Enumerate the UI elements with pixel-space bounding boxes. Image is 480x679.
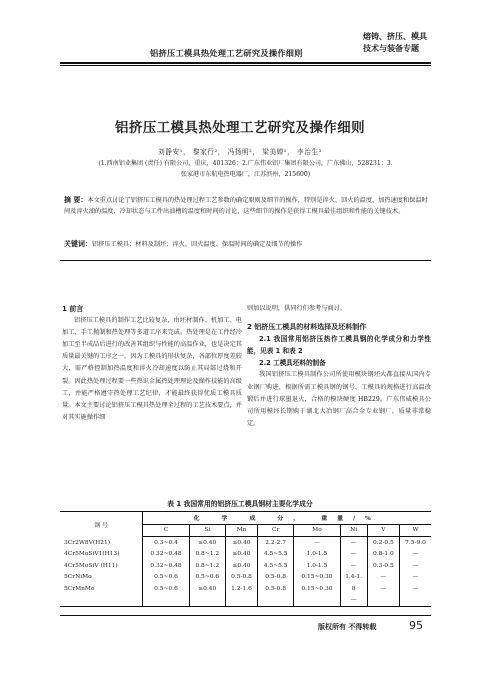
composition-cell: — [412,585,419,592]
table-row [60,537,431,549]
composition-cell [143,595,189,607]
composition-cell: 0.5~0.6 [143,583,189,595]
table-row [60,595,431,607]
composition-cell: ≤0.40 [189,583,225,595]
composition-cell: 1.0-1.5 [294,549,340,561]
composition-cell [399,595,431,607]
section-1-continuation: 则加以说明，供同行们参考与商讨。 [247,305,346,312]
section-2-2-heading: 2.2 工模具坯料的制备 [259,359,326,368]
composition-cell: — [340,595,367,607]
composition-cell: 0.8~1.2 [189,560,225,572]
article-title: 铝挤压工模具热处理工艺研究及操作细则 [114,121,366,136]
composition-cell: 0.5-0.8 [258,583,294,595]
page-number: 95 [409,619,423,632]
composition-cell: — [340,549,367,561]
composition-cell: 0.15~0.30 [294,572,340,584]
composition-cell: 0.5~0.6 [143,572,189,584]
composition-cell [367,595,399,607]
composition-cell: 0.3-0.5 [367,560,399,572]
abstract-label: 摘 要： [64,196,88,204]
composition-cell: 0.8~1.2 [189,549,225,561]
composition-cell [225,595,257,607]
composition-cell: 8 [340,583,367,595]
abstract [64,195,428,217]
section-2-2-paragraph: 我国铝挤压工模具制作公司所使用模块钢坯大都直接从国内专业钢厂购进，根据所需工模具钢的钢号、工模具的规格进行高温改锻后并进行球墨退火，合格的模块硬度 HB229。广东伟威模具公司所用模坯长期购于湖北大冶钢厂高合金专业钢厂，质量非常稳定。 [247,371,431,427]
composition-cell: 1.2-1.6 [225,583,257,595]
running-title: 铝挤压工模具热处理工艺研究及操作细则 [150,48,303,58]
table-row [60,549,431,561]
composition-cell: 0.32~0.48 [143,560,189,572]
section-label-line1: 熔铸、挤压、模具 [363,31,427,41]
footer-rule [60,615,431,616]
affiliation-line1: (1.西南铝业集团 (责任) 有限公司，重庆，401326；2.广东伟业铝厂集团有限公司，广东佛山，528231；3. [98,160,393,167]
composition-cell: 0.5-0.8 [225,572,257,584]
composition-cell: — [412,551,419,558]
element-header: Cr [258,524,294,537]
abstract-divider [60,260,431,261]
grade-cell: 4Cr5MoSiV1(H13) [60,549,143,561]
composition-cell: 0.15~0.30 [294,583,340,595]
composition-cell: 0.32~0.48 [143,549,189,561]
abstract-text: 本文重点讨论了铝挤压工模具的热处理过程工艺参数的确定原则及细节的操作，特别是淬火、回火的温度、加热速度和保温时间及淬火油的温度，冷却状态与工件出油槽的温度和时间的讨论，这些细节的操作是获得工模具最佳组织和性能的关键技术。 [64,197,428,215]
section-2-heading: 2 铝挤压工模具的材料选择及坯料制作 [247,323,367,332]
affiliation-line2: 张家港市东航电热电器厂，江苏滨州，215600) [180,171,311,178]
section-label [363,30,427,54]
composition-cell [60,595,143,607]
composition-cell: ≤0.40 [189,537,225,549]
composition-cell: 0.5~0.6 [189,572,225,584]
composition-cell: 1.4-1. [340,572,367,584]
table-row [60,560,431,572]
element-header: V [367,524,399,537]
element-header: Mo [294,524,340,537]
composition-cell: 2.2-2.7 [258,537,294,549]
grade-cell: 5CrNiMo [60,572,143,584]
composition-cell: ≤0.40 [225,537,257,549]
composition-cell: 4.5~5.5 [258,549,294,561]
section-1-paragraph: 铝挤压工模具的制作工艺比较复杂，由坯材制作、机加工、电加工、手工抛制和热处理等多道工序来完成。热处理是在工件经冷加工至半成品后进行的改善其组织与性能的高温作业，也是决定其质量最关键的工序之一。因为工模具的形状复杂，各部位厚度差较大，需严格控制加热温度和淬火冷却速度以防止其局部过烧和开裂。因此热处理过程要一些热识金属热处理理论及操作技能的高级工，并能严格遵守热处理工艺纪律，才能最终获得优质工模具质量。本文主要讨论铝挤压工模具热处理全过程的工艺技术要点，并对其实施操作细 [62,317,242,421]
grade-column-header: 钢 号 [60,512,143,537]
element-header: W [399,524,431,537]
keywords-label: 关键词： [64,240,92,248]
table-row [60,572,431,584]
composition-cell: — [367,572,399,584]
composition-cell: 0.3~0.4 [143,537,189,549]
authors: 刘静安¹， 黎家行²， 冯扬明²， 梁美婵²， 李治生³ [158,148,322,156]
section-label-line2: 技术与装备专题 [363,43,419,53]
copyright-notice: 版权所有 不得转载 [318,622,377,631]
composition-cell [258,595,294,607]
composition-cell: — [340,560,367,572]
composition-cell: 0.5-0.8 [258,572,294,584]
composition-cell: — [412,562,419,569]
composition-group-header: 化 学 成 分， 重量/% [143,512,431,525]
body-column-left [62,303,242,424]
composition-cell: ≤0.40 [225,560,257,572]
composition-cell [294,595,340,607]
composition-cell: — [294,537,340,549]
composition-cell [189,595,225,607]
header-rule [60,62,431,64]
composition-cell: 1.0-1.5 [294,560,340,572]
element-header: Ni [340,524,367,537]
composition-cell: — [340,537,367,549]
grade-cell: 5CrMnMo [60,583,143,595]
keywords-text: 铝挤压工模具；材料及制坯；淬火、回火温度、保温时间的确定及细节的操作 [92,241,303,248]
composition-cell: — [412,574,419,581]
composition-cell: 7.5-9.0 [405,539,426,546]
keywords [64,239,428,251]
grade-cell: 4Cr5MoSiV (H11) [60,560,143,572]
composition-table [60,511,431,607]
element-header: C [143,524,189,537]
table-row [60,583,431,595]
composition-cell: 0.2-0.5 [367,537,399,549]
composition-cell: 4.5~5.5 [258,560,294,572]
composition-cell: ≤0.40 [225,549,257,561]
table-caption: 表 1 我国常用的铝挤压工模具钢材主要化学成分 [167,500,313,508]
section-1-heading: 1 前言 [62,305,84,313]
section-2-1-heading: 2.1 我国常用铝挤压热作工模具钢的化学成分和力学性能，见表 1 和表 2 [247,335,431,356]
affiliations [60,158,431,180]
header-rule-thin [60,65,431,66]
grade-cell: 3Cr2W8V(H21) [60,537,143,549]
element-header: Si [189,524,225,537]
element-header: Mn [225,524,257,537]
composition-cell: 0.8-1.0 [367,549,399,561]
body-column-right [247,303,431,430]
composition-cell: — [367,583,399,595]
